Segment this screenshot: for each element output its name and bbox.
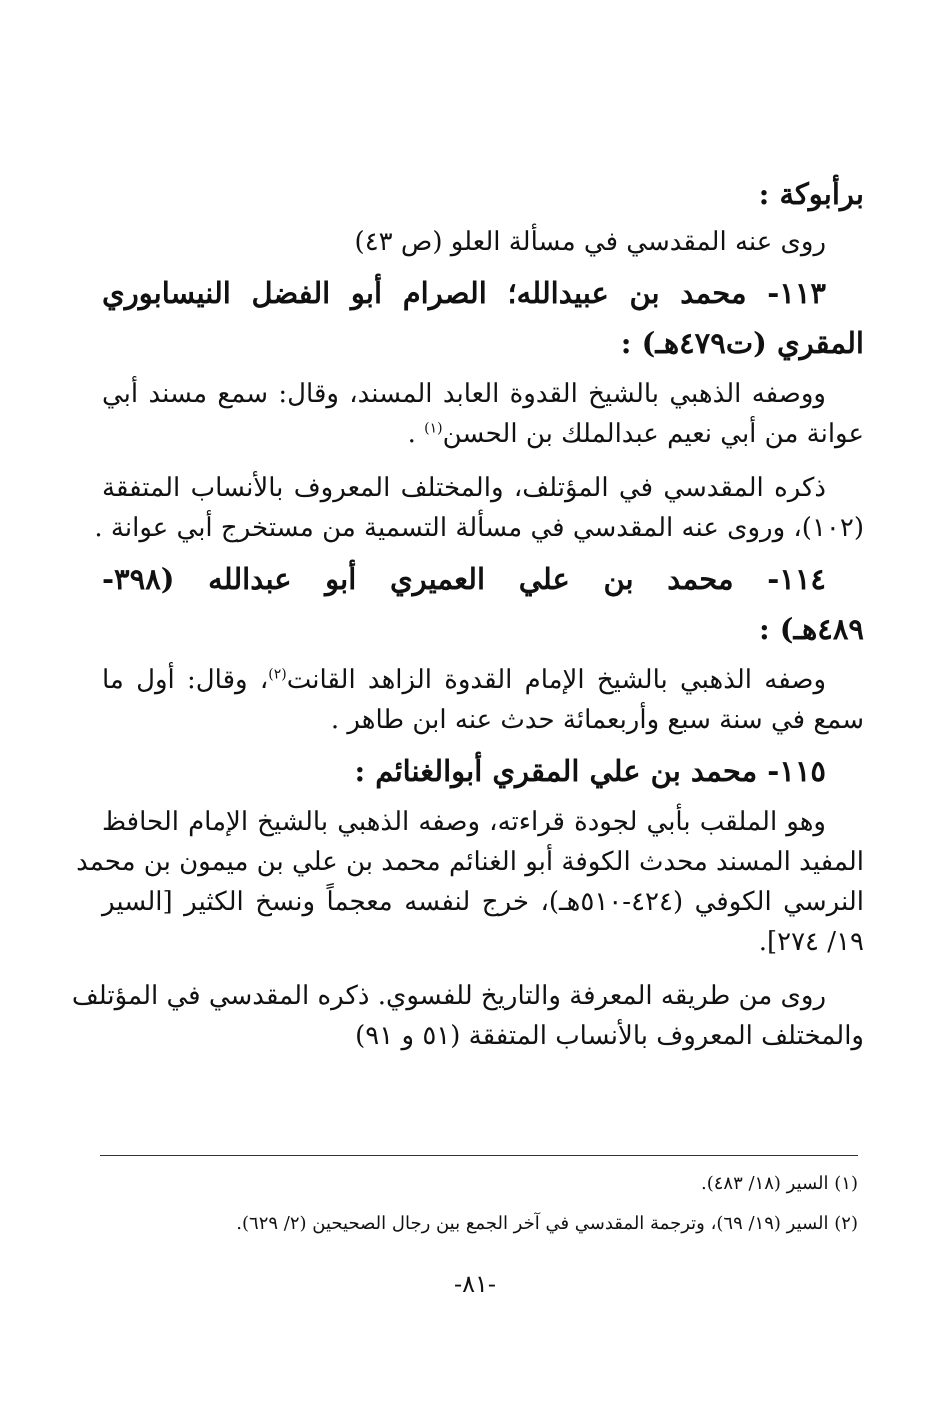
- entry-115-p2-line-1: روى من طريقه المعرفة والتاريخ للفسوي. ذكره المقدسي في المؤتلف: [71, 981, 826, 1011]
- intro-line: روى عنه المقدسي في مسألة العلو (ص ٤٣): [354, 227, 826, 257]
- entry-115-p1-line-1: وهو الملقب بأبي لجودة قراءته، وصفه الذهبي بالشيخ الإمام الحافظ: [102, 807, 826, 837]
- entry-115-p1-line-3: النرسي الكوفي (٤٢٤-٥١٠هـ)، خرج لنفسه معجماً ونسخ الكثير [السير: [102, 887, 864, 917]
- entry-115-p1-line-4: ١٩/ ٢٧٤].: [758, 927, 864, 957]
- entry-114-heading-line-2: ٤٨٩هـ) :: [758, 612, 864, 646]
- entry-113-p2-line-2: (١٠٢)، وروى عنه المقدسي في مسألة التسمية من مستخرج أبي عوانة .: [94, 513, 864, 543]
- entry-113-heading-line-1: ١١٣- محمد بن عبيدالله؛ الصرام أبو الفضل النيسابوري: [102, 276, 826, 310]
- entry-113-heading-line-2: المقري (ت٤٧٩هـ) :: [620, 326, 864, 360]
- footnote-2: (٢) السير (١٩/ ٦٩)، وترجمة المقدسي في آخر الجمع بين رجال الصحيحين (٢/ ٦٢٩).: [236, 1213, 858, 1234]
- footnote-ref-2: (٢): [268, 666, 287, 683]
- entry-114-p1-line-1: [102, 660, 864, 700]
- entry-114-p1-line-2: سمع في سنة سبع وأربعمائة حدث عنه ابن طاهر .: [330, 705, 864, 735]
- entry-113-p1-line-2: [102, 414, 864, 454]
- entry-114-p1-rest: ، وقال: أول ما: [102, 665, 269, 695]
- entry-113-p1-text: عوانة من أبي نعيم عبدالملك بن الحسن: [442, 419, 864, 449]
- footnote-1: (١) السير (١٨/ ٤٨٣).: [700, 1173, 858, 1194]
- footnote-ref-1: (١): [424, 420, 443, 437]
- entry-114-heading-line-1: ١١٤- محمد بن علي العميري أبو عبدالله (٣٩٨-: [102, 562, 826, 596]
- main-text: [71, 166, 864, 1056]
- entry-113-p1-line-1: ووصفه الذهبي بالشيخ القدوة العابد المسند، وقال: سمع مسند أبي: [102, 379, 826, 409]
- footnotes: [100, 1155, 858, 1244]
- entry-113-p2-line-1: ذكره المقدسي في المؤتلف، والمختلف المعروف بالأنساب المتفقة: [102, 473, 826, 503]
- entry-115-p1-line-2: المفيد المسند محدث الكوفة أبو الغنائم محمد بن علي بن ميمون بن محمد: [76, 847, 864, 877]
- page-number: -٨١-: [454, 1270, 496, 1298]
- entry-115-heading: ١١٥- محمد بن علي المقري أبوالغنائم :: [354, 754, 826, 788]
- entry-115-p2-line-2: والمختلف المعروف بالأنساب المتفقة (٥١ و ٩١): [355, 1021, 864, 1051]
- entry-113-p1-end: .: [407, 419, 425, 449]
- section-heading: برأبوكة :: [758, 177, 864, 211]
- entry-114-p1-start: وصفه الذهبي بالشيخ الإمام القدوة الزاهد القانت: [286, 665, 827, 695]
